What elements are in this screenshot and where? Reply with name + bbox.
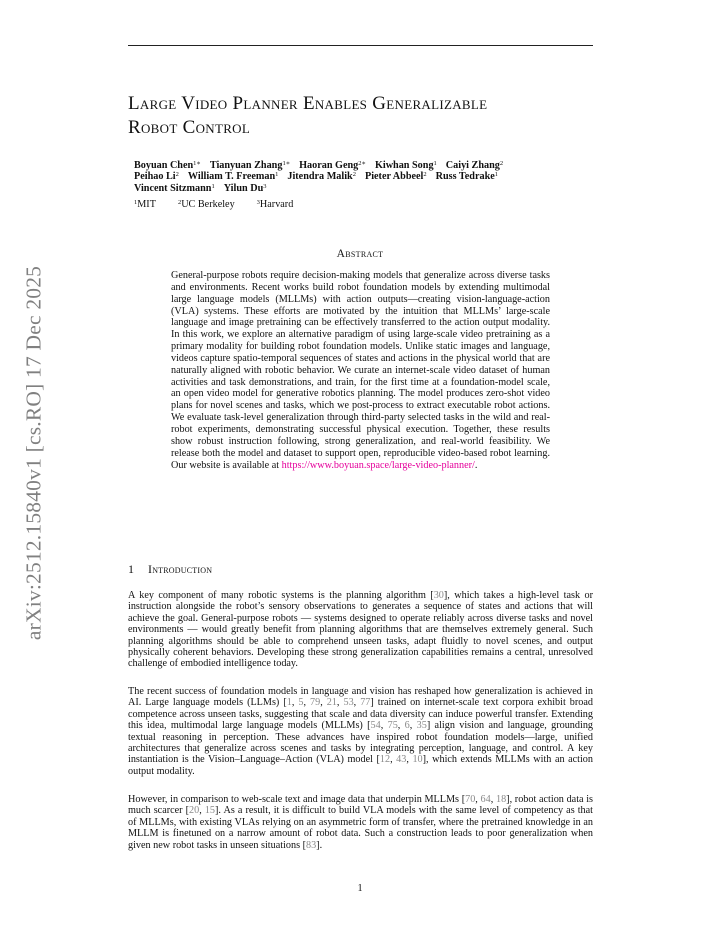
abstract-heading: Abstract bbox=[336, 248, 384, 260]
paragraph-text: The recent success of foundation models in language and vision has reshaped how generalization is achieved in AI. Large language models (LLMs) [ bbox=[128, 686, 593, 709]
citation-link[interactable]: 30 bbox=[433, 590, 444, 601]
citation-link[interactable]: 1 bbox=[286, 697, 292, 709]
paragraph-text: , bbox=[397, 720, 405, 732]
author-name: Haoran Geng bbox=[299, 160, 359, 171]
paragraph-text: , bbox=[199, 805, 205, 817]
affil-mark: 1 bbox=[134, 199, 138, 206]
title-line-2: Robot Control bbox=[128, 117, 251, 138]
paragraph-text: A key component of many robotic systems is the planning algorithm [ bbox=[128, 590, 434, 601]
author-name: Kiwhan Song bbox=[374, 160, 434, 171]
citation-link[interactable]: 21 bbox=[326, 697, 337, 709]
paragraph-text: ], which extends MLLMs with an action output modality. bbox=[128, 754, 593, 777]
author-name: Caiyi Zhang bbox=[445, 160, 500, 171]
paper-title bbox=[128, 92, 598, 140]
section-number: 1 bbox=[128, 562, 135, 576]
author-name: Vincent Sitzmann bbox=[134, 182, 212, 194]
affil-name: Harvard bbox=[259, 199, 294, 210]
citation-link[interactable]: 6 bbox=[404, 720, 410, 732]
citation-link[interactable]: 77 bbox=[360, 697, 371, 709]
citation-link[interactable]: 10 bbox=[412, 754, 423, 766]
author-affil-mark: 2 bbox=[175, 171, 179, 179]
citation-link[interactable]: 15 bbox=[204, 805, 216, 817]
top-rule bbox=[128, 45, 593, 46]
author-affil-mark: 1 bbox=[494, 171, 499, 179]
page-number: 1 bbox=[357, 883, 363, 894]
paragraph-text: , bbox=[291, 697, 299, 709]
author-name: Boyuan Chen bbox=[134, 160, 194, 171]
paragraph-text: ]. bbox=[316, 839, 323, 851]
citation-link[interactable]: 5 bbox=[298, 697, 304, 709]
affiliations bbox=[134, 199, 293, 210]
author-affil-mark: 2∗ bbox=[358, 160, 366, 167]
paragraph-text: , bbox=[380, 720, 388, 732]
citation-link[interactable]: 75 bbox=[387, 720, 398, 732]
intro-paragraph-1 bbox=[128, 590, 593, 670]
author-affil-mark: 1 bbox=[211, 182, 215, 190]
affil-mark: 3 bbox=[256, 199, 260, 206]
citation-link[interactable]: 83 bbox=[305, 839, 317, 851]
author-affil-mark: 3 bbox=[263, 182, 267, 190]
author-affil-mark: 2 bbox=[499, 160, 504, 167]
author-affil-mark: 1∗ bbox=[282, 160, 291, 167]
citation-link[interactable]: 12 bbox=[379, 754, 391, 766]
paragraph-text: ] trained on internet-scale text corpora exhibit broad competence across unseen tasks, suggesting that scale and data diversity can induce powerful transfer. Extending this idea, multimodal large language models (MLLMs) [ bbox=[128, 697, 593, 732]
citation-link[interactable]: 53 bbox=[343, 697, 354, 709]
affil-name: UC Berkeley bbox=[181, 199, 235, 210]
author-name: William T. Freeman bbox=[187, 171, 276, 183]
citation-link[interactable]: 64 bbox=[480, 794, 491, 805]
paragraph-text: , bbox=[320, 697, 327, 709]
paragraph-text: , bbox=[409, 720, 417, 732]
section-heading bbox=[128, 562, 212, 577]
affil-mark: 2 bbox=[177, 199, 182, 206]
abstract-end: . bbox=[474, 459, 478, 471]
paragraph-text: ]. As a result, it is difficult to build VLA models with the same level of competency as that of MLLMs, with existing VLAs relying on an asymmetric form of transfer, where the pretrained knowledge in an MLLM is finetuned on a narrow amount of robot data. Such a construction leads to poor generalization when given new robot tasks in unseen situations [ bbox=[128, 805, 593, 851]
author-affil-mark: 1∗ bbox=[193, 160, 201, 167]
paragraph-text: , bbox=[406, 754, 413, 766]
paragraph-text: , bbox=[353, 697, 361, 709]
author-affil-mark: 1 bbox=[433, 160, 437, 167]
paragraph-text: ] align vision and language, grounding textual reasoning in perception. These advances have inspired robot foundation models—large, unified architectures that generalize across scenes and tasks by integrating perception, language, and control. A key instantiation is the Vision–Language–Action (VLA) model [ bbox=[128, 720, 594, 766]
author-name: Tianyuan Zhang bbox=[209, 160, 283, 171]
citation-link[interactable]: 18 bbox=[495, 794, 507, 805]
paragraph-text: , bbox=[303, 697, 310, 709]
paragraph-text: , bbox=[336, 697, 344, 709]
section-title: Introduction bbox=[148, 562, 213, 576]
citation-link[interactable]: 54 bbox=[370, 720, 381, 732]
arxiv-stamp bbox=[22, 258, 46, 648]
citation-link[interactable]: 35 bbox=[416, 720, 427, 732]
abstract-body bbox=[171, 270, 550, 471]
paragraph-text: ], which takes a high-level task or instruction alongside the robot’s sensory observations to generates a sequence of states and actions that will achieve the goal. General-purpose robots — systems designed to operate reliably across diverse tasks and novel environments — would greatly benefit from planning algorithms that are themselves extremely general. Such planning algorithms should be able to comprehend unseen tasks, adapt fluidly to novel scenes, and output physically coherent behaviors. Developing these strong generalization capabilities remains a central, unresolved challenge of embodied intelligence today. bbox=[128, 590, 593, 670]
affil-name: MIT bbox=[137, 199, 156, 210]
citation-link[interactable]: 70 bbox=[465, 794, 476, 805]
intro-paragraph-3 bbox=[128, 794, 593, 851]
title-line-1: Large Video Planner Enables Generalizable bbox=[128, 93, 488, 114]
author-affil-mark: 2 bbox=[352, 171, 356, 179]
paragraph-text: , bbox=[490, 794, 496, 805]
paragraph-text: , bbox=[390, 754, 397, 766]
author-name: Peihao Li bbox=[134, 171, 176, 183]
citation-link[interactable]: 43 bbox=[396, 754, 407, 766]
author-name: Jitendra Malik bbox=[287, 171, 353, 183]
author-name: Yilun Du bbox=[223, 182, 264, 194]
author-name: Pieter Abbeel bbox=[364, 171, 424, 183]
paragraph-text: However, in comparison to web-scale text and image data that underpin MLLMs [ bbox=[128, 794, 466, 805]
paragraph-text: , bbox=[475, 794, 481, 805]
author-list bbox=[134, 160, 604, 194]
citation-link[interactable]: 20 bbox=[189, 805, 200, 817]
abstract-text: General-purpose robots require decision-making models that generalize across diverse tasks and environments. Recent works build robot foundation models by extending multimodal large language models (MLLMs) with action outputs—creating vision-language-action (VLA) systems. These efforts are motivated by the intuition that MLLMs’ large-scale language and image pretraining can be effectively transferred to the action output modality. In this work, we explore an alternative paradigm of using large-scale video pretraining as a primary modality for building robot foundation models. Unlike static images and language, videos capture spatio-temporal sequences of states and actions in the physical world that are naturally aligned with robotic behavior. We curate an internet-scale video dataset of human activities and task demonstrations, and train, for the first time at a foundation-model scale, an open video model for generative robotics planning. The model produces zero-shot video plans for novel scenes and tasks, which we post-process to extract executable robot actions. We evaluate task-level generalization through third-party selected tasks in the wild and real-robot experiments, demonstrating successful physical execution. Together, these results show robust instruction following, strong generalization, and real-world feasibility. We release both the model and dataset to support open, reproducible video-based robot learning. Our website is available at bbox=[171, 270, 550, 471]
author-name: Russ Tedrake bbox=[435, 171, 495, 183]
arxiv-stamp-text: arXiv:2512.15840v1 [cs.RO] 17 Dec 2025 bbox=[21, 265, 46, 641]
website-link[interactable]: https://www.boyuan.space/large-video-planner/ bbox=[281, 459, 475, 471]
intro-paragraph-2 bbox=[128, 686, 593, 777]
citation-link[interactable]: 79 bbox=[310, 697, 321, 709]
paragraph-text: ], robot action data is much scarcer [ bbox=[128, 794, 594, 817]
author-affil-mark: 1 bbox=[275, 171, 279, 179]
author-affil-mark: 2 bbox=[423, 171, 427, 179]
